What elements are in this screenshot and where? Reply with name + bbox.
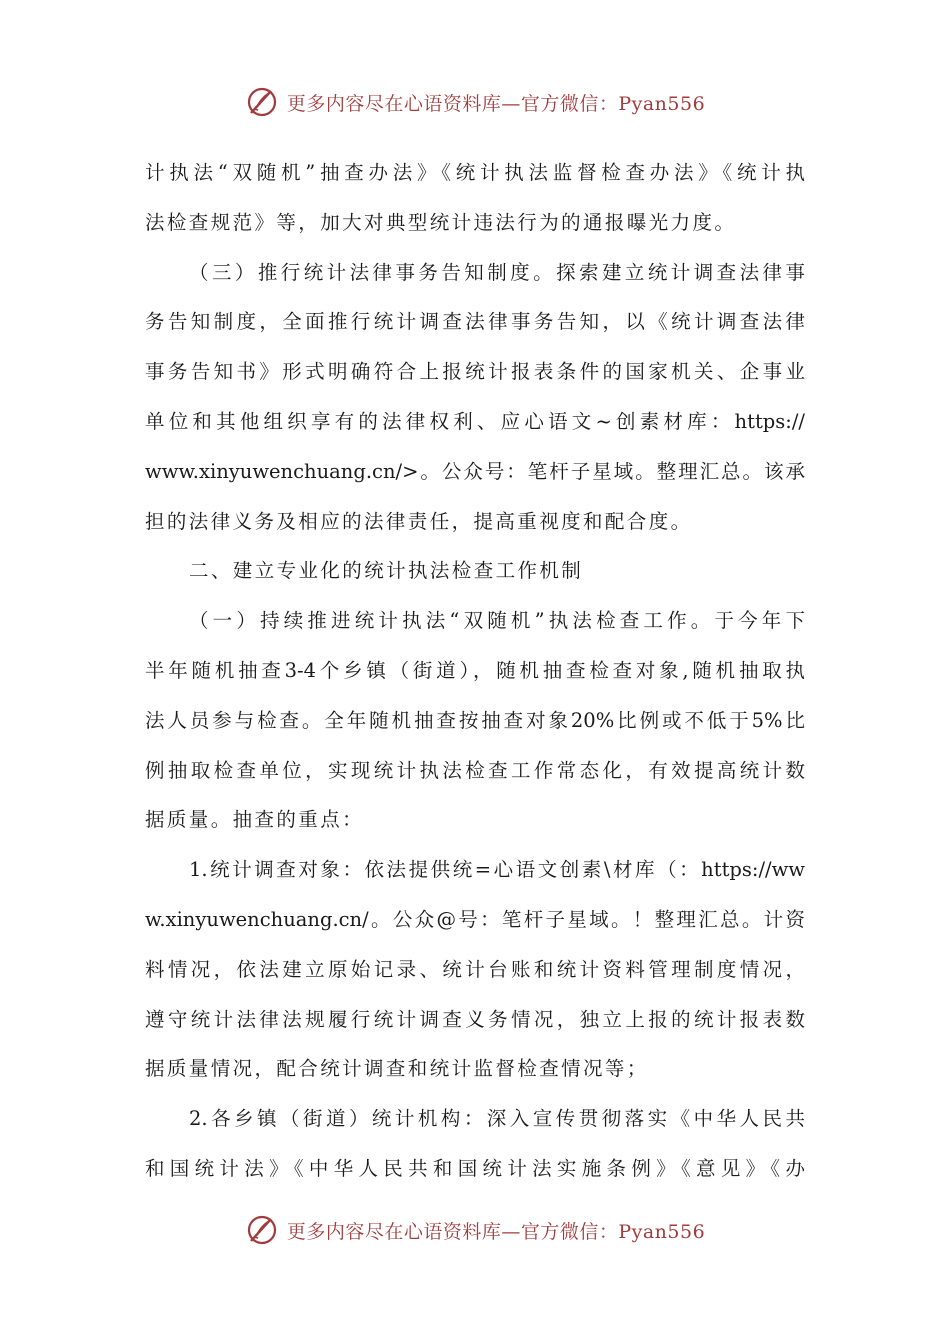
text-line: 担的法律义务及相应的法律责任，提高重视度和配合度。 (145, 509, 693, 533)
footer-banner (0, 1210, 950, 1250)
text-line: 计执法“双随机”抽查办法》《统计执法监督检查办法》《统计执 (145, 161, 805, 184)
quill-logo-icon (245, 1213, 279, 1247)
paragraph-line: （一）持续推进统计执法“双随机”执法检查工作。于今年下 (189, 609, 805, 633)
text-line: 料情况，依法建立原始记录、统计台账和统计资料管理制度情况， (145, 957, 805, 981)
text-line: 法人员参与检查。全年随机抽查按抽查对象20%比例或不低于5%比 (145, 708, 805, 732)
text-line: 法检查规范》等，加大对典型统计违法行为的通报曝光力度。 (145, 210, 737, 234)
text-line: 务告知制度，全面推行统计调查法律事务告知，以《统计调查法律 (145, 310, 805, 334)
text-line: 遵守统计法律法规履行统计调查义务情况，独立上报的统计报表数 (145, 1007, 805, 1031)
footer-banner-text: 更多内容尽在心语资料库—官方微信：Pyan556 (286, 1220, 706, 1243)
paragraph-line: 1.统计调查对象：依法提供统=心语文创素\材库（：https://ww (189, 858, 805, 882)
text-line: 例抽取检查单位，实现统计执法检查工作常态化，有效提高统计数 (145, 758, 805, 782)
quill-logo-icon (245, 85, 279, 119)
header-banner-text: 更多内容尽在心语资料库—官方微信：Pyan556 (286, 92, 706, 115)
section-heading: 二、建立专业化的统计执法检查工作机制 (189, 559, 584, 583)
text-line: 据质量情况，配合统计调查和统计监督检查情况等； (145, 1057, 649, 1081)
header-banner (0, 82, 950, 122)
text-line: www.xinyuwenchuang.cn/>。公众号：笔杆子星域。整理汇总。该承 (145, 459, 805, 483)
text-line: 半年随机抽查3-4个乡镇（街道），随机抽查检查对象,随机抽取执 (145, 658, 805, 682)
document-body (145, 148, 805, 1194)
paragraph-line: 2.各乡镇（街道）统计机构：深入宣传贯彻落实《中华人民共 (189, 1107, 805, 1131)
paragraph-line: （三）推行统计法律事务告知制度。探索建立统计调查法律事 (189, 260, 805, 284)
text-line: 单位和其他组织享有的法律权利、应心语文~创素材库：https:// (145, 409, 805, 433)
text-line: 和国统计法》《中华人民共和国统计法实施条例》《意见》《办 (145, 1156, 805, 1180)
text-line: 据质量。抽查的重点： (145, 808, 365, 832)
text-line: 事务告知书》形式明确符合上报统计报表条件的国家机关、企事业 (145, 360, 805, 384)
text-line: w.xinyuwenchuang.cn/。公众@号：笔杆子星域。！整理汇总。计资 (145, 907, 805, 931)
